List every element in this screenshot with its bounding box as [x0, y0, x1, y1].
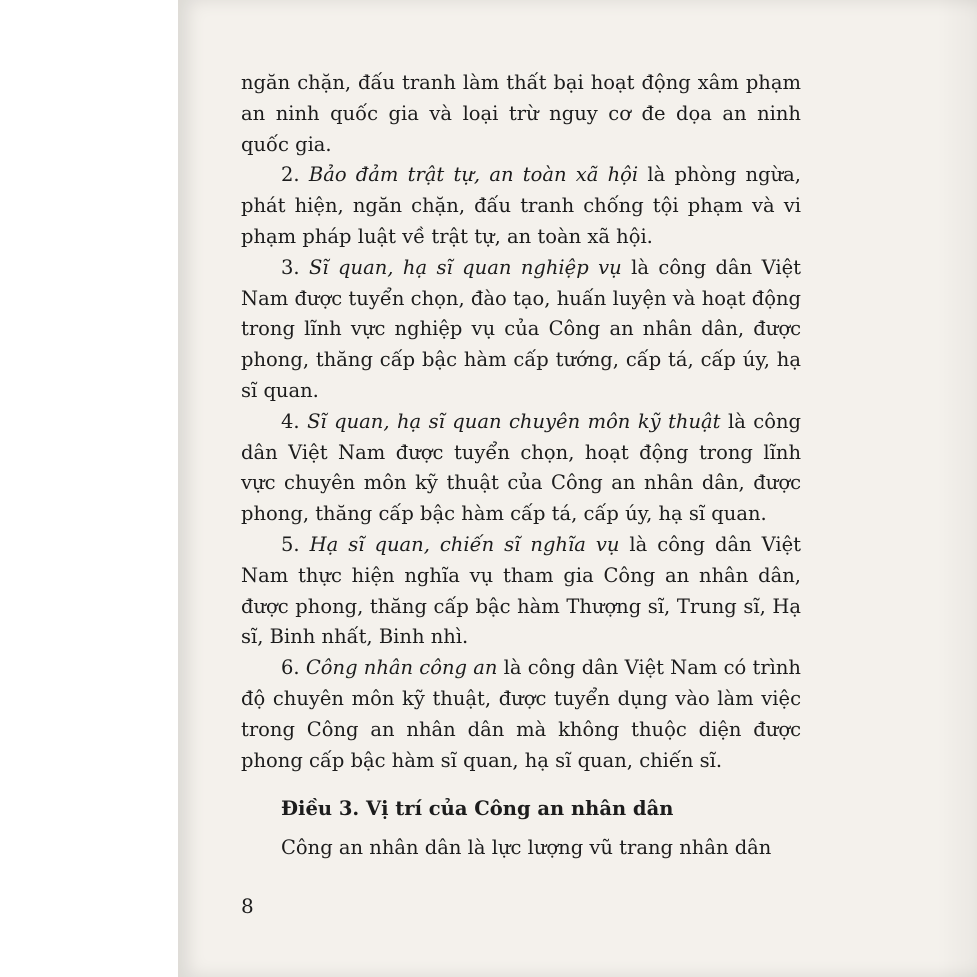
body-text [241, 68, 801, 864]
book-page [178, 0, 977, 977]
defined-term: Sĩ quan, hạ sĩ quan nghiệp vụ [309, 255, 622, 279]
defined-term: Bảo đảm trật tự, an toàn xã hội [308, 163, 639, 187]
item-number: 4. [281, 409, 308, 433]
paragraph-text: là công dân Việt Nam thực hiện nghĩa vụ tham gia Công an nhân dân, được phong, thăng cấp bậc hàm Thượng sĩ, Trung sĩ, Hạ sĩ, Binh nhất, Binh nhì. [241, 532, 801, 649]
item-number: 2. [281, 163, 309, 187]
paragraph-text: ngăn chặn, đấu tranh làm thất bại hoạt động xâm phạm an ninh quốc gia và loại trừ nguy cơ đe dọa an ninh quốc gia. [241, 71, 801, 156]
paragraph-3 [241, 253, 801, 407]
defined-term: Sĩ quan, hạ sĩ quan chuyên môn kỹ thuật [307, 409, 721, 433]
paragraph-6 [241, 653, 801, 776]
paragraph-1 [241, 68, 801, 160]
article-paragraph: Công an nhân dân là lực lượng vũ trang nhân dân [281, 836, 772, 860]
paragraph-5 [241, 530, 801, 653]
page-number: 8 [241, 894, 254, 918]
article-heading: Điều 3. Vị trí của Công an nhân dân [281, 797, 674, 821]
paragraph-text: là công dân Việt Nam được tuyển chọn, đào tạo, huấn luyện và hoạt động trong lĩnh vực nghiệp vụ của Công an nhân dân, được phong, thăng cấp bậc hàm cấp tướng, cấp tá, cấp úy, hạ sĩ quan. [241, 255, 801, 402]
paragraph-text: là công dân Việt Nam được tuyển chọn, hoạt động trong lĩnh vực chuyên môn kỹ thuật của Công an nhân dân, được phong, thăng cấp bậc hàm cấp tá, cấp úy, hạ sĩ quan. [241, 409, 801, 526]
paragraph-text: là phòng ngừa, phát hiện, ngăn chặn, đấu tranh chống tội phạm và vi phạm pháp luật về trật tự, an toàn xã hội. [241, 163, 801, 248]
paragraph-4 [241, 407, 801, 530]
defined-term: Công nhân công an [305, 656, 498, 680]
paragraph-2 [241, 160, 801, 252]
item-number: 3. [281, 255, 310, 279]
item-number: 5. [281, 532, 310, 556]
item-number: 6. [281, 656, 306, 680]
defined-term: Hạ sĩ quan, chiến sĩ nghĩa vụ [309, 532, 620, 556]
paragraph-text: là công dân Việt Nam có trình độ chuyên môn kỹ thuật, được tuyển dụng vào làm việc trong Công an nhân dân mà không thuộc diện được phong cấp bậc hàm sĩ quan, hạ sĩ quan, chiến sĩ. [241, 656, 801, 772]
